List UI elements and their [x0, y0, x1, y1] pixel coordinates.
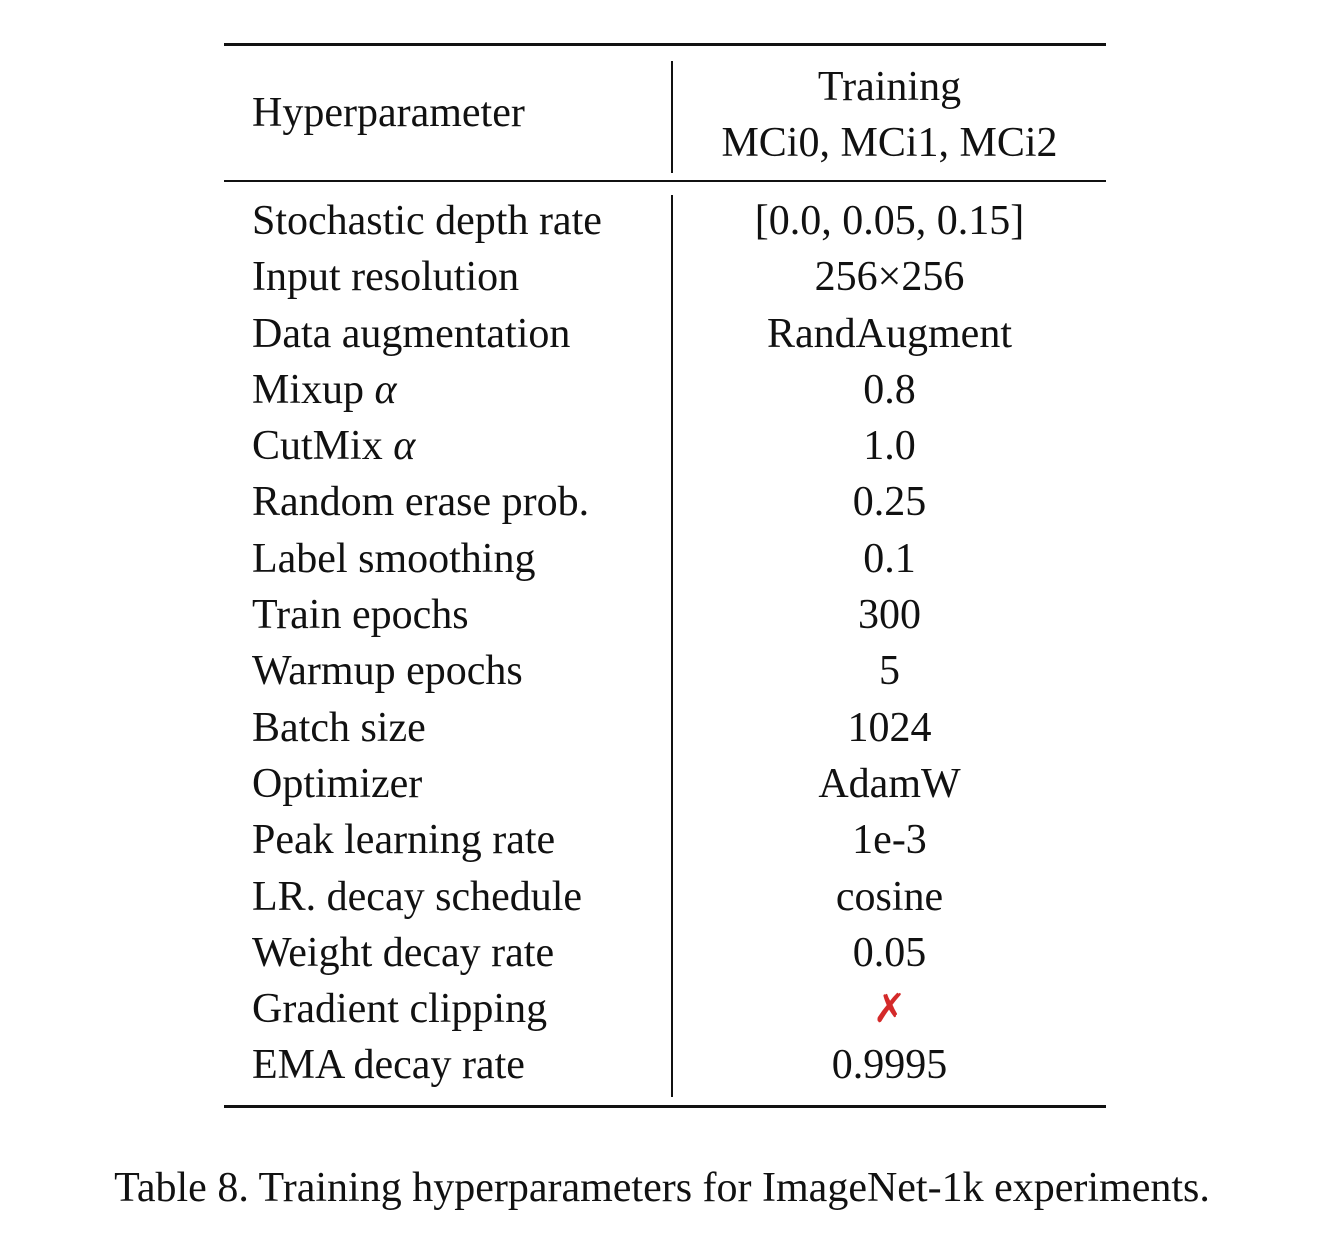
row-name: Weight decay rate [252, 929, 555, 976]
table-row [224, 869, 1106, 925]
top-rule [224, 43, 1106, 46]
row-value: 0.25 [852, 479, 927, 526]
table-row [224, 531, 1106, 587]
row-value: 300 [858, 592, 921, 639]
table-row [224, 474, 1106, 530]
row-name: Batch size [252, 704, 426, 751]
row-value: 0.8 [863, 366, 916, 413]
row-value: 1024 [847, 704, 932, 751]
row-name-group [252, 418, 415, 474]
row-value: 1.0 [863, 423, 916, 470]
header-hyperparameter: Hyperparameter [252, 90, 525, 136]
row-value: 5 [879, 648, 900, 695]
header-training: Training [817, 64, 962, 110]
row-name: EMA decay rate [252, 1042, 525, 1089]
table-row [224, 306, 1106, 362]
row-value: RandAugment [767, 310, 1012, 357]
row-name: CutMix [252, 423, 383, 470]
row-value: 0.05 [852, 929, 927, 976]
table-row [224, 925, 1106, 981]
row-name: Random erase prob. [252, 479, 590, 526]
table-row [224, 193, 1106, 249]
alpha-symbol: α [374, 366, 397, 413]
table-caption: Table 8. Training hyperparameters for ImageNet-1k experiments. [114, 1165, 1210, 1211]
table-row [224, 1037, 1106, 1093]
bottom-rule [224, 1105, 1106, 1108]
row-name: Mixup [252, 366, 365, 413]
row-value: 0.9995 [831, 1042, 948, 1089]
row-name: Gradient clipping [252, 986, 548, 1033]
header-rule [224, 180, 1106, 182]
table-row [224, 249, 1106, 305]
row-name: Stochastic depth rate [252, 198, 602, 244]
row-value: cosine [835, 873, 944, 920]
row-name-group [252, 362, 397, 418]
table-row [224, 418, 1106, 474]
cross-icon: ✗ [872, 986, 907, 1033]
row-name: Optimizer [252, 760, 423, 807]
table-row [224, 362, 1106, 418]
table-row [224, 812, 1106, 868]
row-value: 1e-3 [852, 817, 927, 864]
row-name: Warmup epochs [252, 648, 523, 695]
row-value: 256×256 [814, 254, 965, 301]
table-row [224, 756, 1106, 812]
row-name: Input resolution [252, 254, 520, 301]
header-models: MCi0, MCi1, MCi2 [721, 120, 1058, 166]
table-row [224, 587, 1106, 643]
row-name: Data augmentation [252, 310, 571, 357]
row-value: 0.1 [863, 535, 916, 582]
row-name: Train epochs [252, 592, 469, 639]
row-value: [0.0, 0.05, 0.15] [754, 198, 1025, 244]
table-body [224, 193, 1106, 1094]
row-value: AdamW [818, 760, 961, 807]
row-name: Peak learning rate [252, 817, 556, 864]
row-name: LR. decay schedule [252, 873, 583, 920]
table-row [224, 981, 1106, 1037]
row-name: Label smoothing [252, 535, 536, 582]
table-row [224, 700, 1106, 756]
alpha-symbol: α [393, 423, 416, 470]
table-row [224, 643, 1106, 699]
